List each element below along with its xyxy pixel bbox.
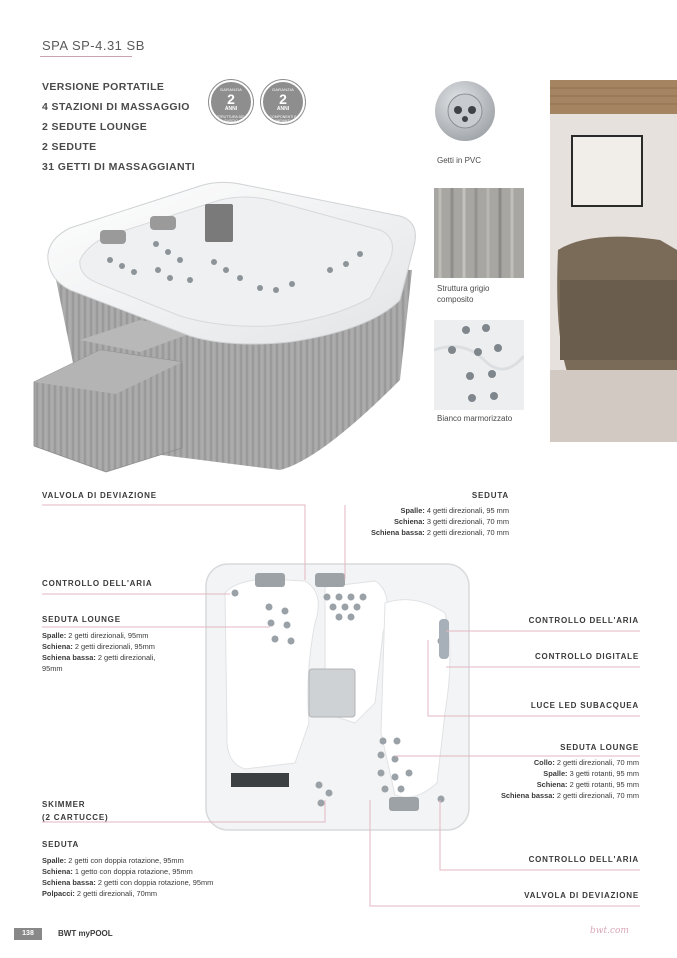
swatch-caption-pvc: Getti in PVC [437, 156, 482, 165]
label-controllo-aria-right-2: CONTROLLO DELL'ARIA [528, 855, 639, 864]
page-number: 138 [14, 928, 42, 940]
label-luce-led: LUCE LED SUBACQUEA [530, 701, 639, 710]
label-controllo-aria-left: CONTROLLO DELL'ARIA [42, 579, 153, 588]
label-skimmer: SKIMMER (2 CARTUCCE) [42, 800, 109, 822]
feature-item: VERSIONE PORTATILE [42, 81, 165, 93]
label-controllo-digitale: CONTROLLO DIGITALE [534, 652, 639, 661]
feature-item: 31 GETTI DI MASSAGGIANTI [42, 161, 196, 173]
warranty-badge-components: GARANZIA 2 ANNI COMPONENTI E IMPIANTI [261, 80, 305, 124]
block-seduta-right: SEDUTA Spalle: 4 getti direzionali, 95 mm Schiena: 3 getti direzionali, 70 mm Schiena bassa: 2 getti direzionali, 70 mm [370, 491, 509, 537]
label-controllo-aria-right-1: CONTROLLO DELL'ARIA [528, 616, 639, 625]
block-seduta-left: SEDUTA Spalle: 2 getti con doppia rotazione, 95mm Schiena: 1 getto con doppia rotazione, 95mm Schiena bassa: 2 getti con doppia rotazione, 95mm Polpacci: 2 getti direzionali, 70mm [42, 840, 214, 898]
label-valvola-left: VALVOLA DI DEVIAZIONE [42, 491, 157, 500]
feature-item: 2 SEDUTE [42, 141, 97, 153]
feature-item: 4 STAZIONI DI MASSAGGIO [42, 101, 190, 113]
block-seduta-lounge-left: SEDUTA LOUNGE Spalle: 2 getti direzionali, 95mm Schiena: 2 getti direzionali, 95mm Schiena bassa: 2 getti direzionali, 95mm [42, 615, 156, 673]
swatch-caption-marble: Bianco marmorizzato [437, 414, 513, 423]
block-seduta-lounge-right: SEDUTA LOUNGE Collo: 2 getti direzionali, 70 mm Spalle: 3 getti rotanti, 95 mm Schiena: 2 getti rotanti, 95 mm Schiena bassa: 2 getti direzionali, 70 mm [500, 743, 639, 800]
footer-signature: bwt.com [590, 926, 629, 936]
page-title: SPA SP-4.31 SB [42, 38, 145, 53]
warranty-badge-shell: GARANZIA 2 ANNI STRUTTURA DEL GUSCIO [209, 80, 253, 124]
swatch-caption-composite: Struttura grigio composito [437, 284, 490, 304]
footer-brand: BWT myPOOL [58, 929, 113, 938]
feature-item: 2 SEDUTE LOUNGE [42, 121, 148, 133]
label-valvola-right: VALVOLA DI DEVIAZIONE [524, 891, 639, 900]
